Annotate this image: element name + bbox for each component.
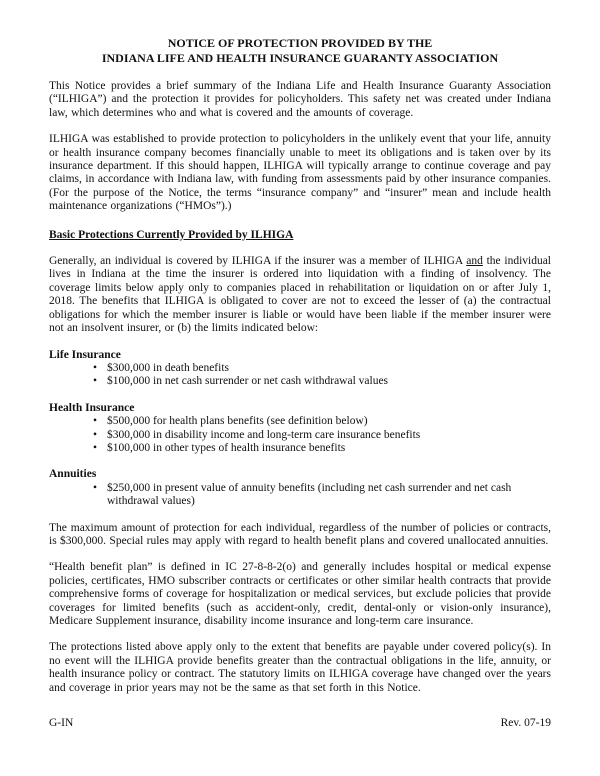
paragraph-intro: This Notice provides a brief summary of the Indiana Life and Health Insurance Guaranty Association (“ILHIGA”) and the protection it provides for policyholders. This safety net was created under Indiana law, which determines who and what is covered and the amounts of coverage. xyxy=(49,80,551,119)
coverage-text-part1: Generally, an individual is covered by ILHIGA if the insurer was a member of ILHIGA xyxy=(49,255,467,268)
title-line-1: NOTICE OF PROTECTION PROVIDED BY THE xyxy=(167,36,433,50)
bullet-text: $300,000 in death benefits xyxy=(107,361,230,374)
bullet-text: $100,000 in net cash surrender or net cash withdrawal values xyxy=(107,375,389,388)
life-insurance-bullets xyxy=(49,362,551,389)
bullet-icon: • xyxy=(93,481,98,494)
list-item xyxy=(49,482,551,509)
paragraph-establishment: ILHIGA was established to provide protection to policyholders in the unlikely event that your life, annuity or health insurance company becomes financially unable to meet its obligations and is taken over by its insurance department. If this should happen, ILHIGA will typically arrange to continue coverage and pay claims, in accordance with Indiana law, with funding from assessments paid by other insurance companies. (For the purpose of the Notice, the terms “insurance company” and “insurer” mean and include health maintenance organizations (“HMOs”).) xyxy=(49,133,551,213)
bullet-text: $300,000 in disability income and long-term care insurance benefits xyxy=(107,428,421,441)
paragraph-max-protection: The maximum amount of protection for each individual, regardless of the number of policies or contracts, is $300,000. Special rules may apply with regard to health benefit plans and covered unallocated annuities. xyxy=(49,521,551,547)
bullet-icon: • xyxy=(93,441,98,454)
list-item xyxy=(49,415,551,428)
bullet-icon: • xyxy=(93,415,98,428)
list-item xyxy=(49,429,551,442)
bullet-text: $250,000 in present value of annuity benefits (including net cash surrender and net cash withdrawal values) xyxy=(107,481,512,508)
list-item xyxy=(49,362,551,375)
coverage-text-part2: the individual lives in Indiana at the time the insurer is ordered into liquidation with a finding of insolvency. The coverage limits below apply only to companies placed in rehabilitation or liquidation on or after July 1, 2018. The benefits that ILHIGA is obligated to cover are not to exceed the lesser of (a) the contractual obligations for which the member insurer is liable or would have been liable if the member insurer were not an insolvent insurer, or (b) the limits indicated below: xyxy=(49,255,552,335)
heading-annuities: Annuities xyxy=(49,468,97,481)
health-insurance-bullets xyxy=(49,415,551,455)
list-item xyxy=(49,375,551,388)
document-title xyxy=(49,36,551,66)
bullet-icon: • xyxy=(93,361,98,374)
section-heading-basic-protections: Basic Protections Currently Provided by ILHIGA xyxy=(49,228,294,241)
heading-life-insurance: Life Insurance xyxy=(49,348,121,361)
footer-form-code: G-IN xyxy=(49,717,74,730)
heading-health-insurance: Health Insurance xyxy=(49,401,135,414)
bullet-icon: • xyxy=(93,428,98,441)
bullet-text: $100,000 in other types of health insurance benefits xyxy=(107,441,346,454)
footer-revision: Rev. 07-19 xyxy=(500,717,551,730)
bullet-icon: • xyxy=(93,375,98,388)
title-line-2: INDIANA LIFE AND HEALTH INSURANCE GUARANTY ASSOCIATION xyxy=(101,51,499,65)
page-footer xyxy=(49,717,551,730)
paragraph-health-benefit-plan-definition: “Health benefit plan” is defined in IC 27-8-8-2(o) and generally includes hospital or medical expense policies, certificates, HMO subscriber contracts or certificates or other similar health contracts that provide comprehensive forms of coverage for hospitalization or medical services, but exclude policies that provide coverages for limited benefits (such as accident-only, credit, dental-only or vision-only insurance), Medicare Supplement insurance, disability income insurance and long-term care insurance. xyxy=(49,561,551,627)
bullet-text: $500,000 for health plans benefits (see definition below) xyxy=(107,415,368,428)
paragraph-coverage-conditions xyxy=(49,255,551,335)
paragraph-protections-limits: The protections listed above apply only to the extent that benefits are payable under covered policy(s). In no event will the ILHIGA provide benefits greater than the contractual obligations in the life, annuity, or health insurance policy or contract. The statutory limits on ILHIGA coverage have changed over the years and coverage in prior years may not be the same as that set forth in this Notice. xyxy=(49,641,551,694)
list-item xyxy=(49,442,551,455)
coverage-underlined-and: and xyxy=(466,255,483,268)
annuities-bullets xyxy=(49,482,551,509)
